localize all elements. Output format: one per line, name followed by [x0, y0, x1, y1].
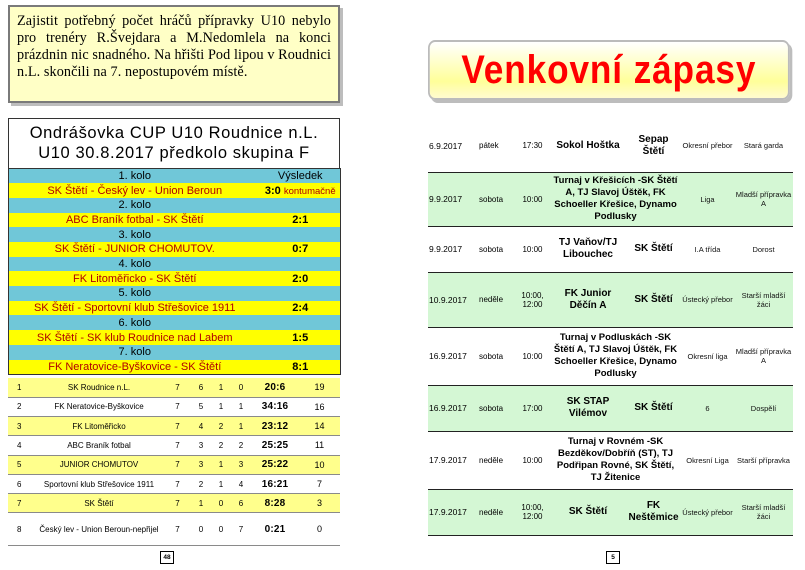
home-cell: FK Junior Děčín A	[550, 272, 626, 327]
cat-cell: Starší mladší žáci	[734, 489, 793, 535]
time-cell: 10:00	[515, 226, 550, 272]
banner-title: Venkovní zápasy	[428, 40, 790, 100]
b-cell: 8:28	[251, 494, 299, 513]
cell-cell: 7	[164, 417, 191, 436]
cup-title-line2: U10 30.8.2017 předkolo skupina F	[38, 144, 310, 162]
cup-title	[8, 118, 340, 168]
cat-cell: Starší přípravka	[734, 431, 793, 489]
date-cell: 9.9.2017	[428, 226, 473, 272]
match-row	[428, 327, 793, 385]
comp-cell: 6	[681, 385, 734, 431]
cell-cell: 2	[231, 436, 251, 455]
pts-cell: 16	[299, 397, 340, 416]
pts-cell: 10	[299, 455, 340, 474]
cat-cell: Dorost	[734, 226, 793, 272]
day-cell: sobota	[473, 385, 515, 431]
cell-cell: 3	[191, 455, 211, 474]
away-cell: SK Štětí	[626, 385, 681, 431]
comp-cell: Okresní liga	[681, 327, 734, 385]
b-cell: 25:25	[251, 436, 299, 455]
round-match: FK Litoměřicko - SK Štětí	[9, 271, 261, 286]
pts-cell: 11	[299, 436, 340, 455]
cell-cell: 7	[164, 474, 191, 493]
date-cell: 16.9.2017	[428, 385, 473, 431]
time-cell: 10:00	[515, 172, 550, 226]
pos-cell: 3	[8, 417, 34, 436]
away-cell: FK Neštěmice	[626, 489, 681, 535]
comp-cell: I.A třída	[681, 226, 734, 272]
team-cell: SK Roudnice n.L.	[34, 378, 164, 397]
time-cell: 10:00, 12:00	[515, 272, 550, 327]
round-match: SK Štětí - JUNIOR CHOMUTOV.	[9, 242, 261, 257]
cell-cell: 1	[231, 417, 251, 436]
match-row	[428, 272, 793, 327]
cell-cell: 1	[231, 397, 251, 416]
round-label: 6. kolo	[9, 315, 261, 330]
standings-row	[8, 474, 340, 493]
round-match: ABC Braník fotbal - SK Štětí	[9, 213, 261, 228]
cell-cell: 7	[164, 494, 191, 513]
result-note: kontumačně	[283, 185, 336, 197]
comp-cell: Okresní Liga	[681, 431, 734, 489]
round-match: SK Štětí - Český lev - Union Beroun	[9, 183, 261, 198]
cell-cell: 1	[191, 494, 211, 513]
pos-cell: 1	[8, 378, 34, 397]
pos-cell: 7	[8, 494, 34, 513]
round-result: 2:1	[261, 213, 341, 228]
time-cell: 10:00	[515, 327, 550, 385]
pts-cell: 19	[299, 378, 340, 397]
team-cell: Sportovní klub Střešovice 1911	[34, 474, 164, 493]
cell-cell: 6	[231, 494, 251, 513]
team-cell: Český lev - Union Beroun-nepřijel	[34, 513, 164, 546]
pts-cell: 14	[299, 417, 340, 436]
b-cell: 20:6	[251, 378, 299, 397]
round-result: 2:4	[261, 301, 341, 316]
match-row	[428, 431, 793, 489]
team-cell: SK Štětí	[34, 494, 164, 513]
pts-cell: 7	[299, 474, 340, 493]
cell-cell: 4	[191, 417, 211, 436]
home-cell: SK Štětí	[550, 489, 626, 535]
b-cell: 34:16	[251, 397, 299, 416]
away-matches-table	[428, 120, 793, 536]
away-cell: SK Štětí	[626, 226, 681, 272]
cell-cell: 0	[191, 513, 211, 546]
comp-cell: Ústecký přebor	[681, 489, 734, 535]
pos-cell: 6	[8, 474, 34, 493]
page-number-right: 5	[606, 551, 620, 564]
day-cell: neděle	[473, 431, 515, 489]
date-cell: 9.9.2017	[428, 172, 473, 226]
team-cell: JUNIOR CHOMUTOV	[34, 455, 164, 474]
cell-cell: 3	[191, 436, 211, 455]
comp-cell: Okresní přebor	[681, 120, 734, 172]
standings-row	[8, 378, 340, 397]
cell-cell: 0	[211, 513, 231, 546]
match-row	[428, 489, 793, 535]
cell-cell: 6	[191, 378, 211, 397]
round-result: 0:7	[261, 242, 341, 257]
cat-cell: Mladší přípravka A	[734, 327, 793, 385]
cell-cell: 4	[231, 474, 251, 493]
away-cell: Sepap Štětí	[626, 120, 681, 172]
b-cell: 0:21	[251, 513, 299, 546]
date-cell: 6.9.2017	[428, 120, 473, 172]
team-cell: ABC Braník fotbal	[34, 436, 164, 455]
cell-cell: 7	[164, 455, 191, 474]
match-row	[428, 385, 793, 431]
pts-cell: 0	[299, 513, 340, 546]
standings-row	[8, 513, 340, 546]
round-result: 1:5	[261, 330, 341, 345]
round-result: 3:0 kontumačně	[261, 183, 341, 198]
cell-cell: 1	[211, 474, 231, 493]
home-cell: SK STAP Vilémov	[550, 385, 626, 431]
time-cell: 10:00, 12:00	[515, 489, 550, 535]
home-cell: TJ Vaňov/TJ Libouchec	[550, 226, 626, 272]
cell-cell: 7	[164, 436, 191, 455]
cat-cell: Stará garda	[734, 120, 793, 172]
round-label: 3. kolo	[9, 227, 261, 242]
round-result: 8:1	[261, 360, 341, 375]
team-cell: FK Litoměřicko	[34, 417, 164, 436]
cell-cell: 7	[164, 397, 191, 416]
team-cell: FK Neratovice-Byškovice	[34, 397, 164, 416]
cell-cell: 1	[211, 455, 231, 474]
cat-cell: Mladší přípravka A	[734, 172, 793, 226]
cell-cell: 7	[164, 378, 191, 397]
match-row	[428, 172, 793, 226]
b-cell: 23:12	[251, 417, 299, 436]
round-label: 5. kolo	[9, 286, 261, 301]
cell-cell: 7	[231, 513, 251, 546]
cup-title-line1: Ondrášovka CUP U10 Roudnice n.L.	[29, 124, 319, 142]
pos-cell: 2	[8, 397, 34, 416]
round-match: SK Štětí - Sportovní klub Střešovice 1911	[9, 301, 261, 316]
standings-row	[8, 436, 340, 455]
standings-row	[8, 455, 340, 474]
match-row	[428, 226, 793, 272]
time-cell: 17:30	[515, 120, 550, 172]
day-cell: neděle	[473, 489, 515, 535]
cell-cell: 7	[164, 513, 191, 546]
home-cell: Turnaj v Křešicích -SK Štětí A, TJ Slavoj Úštěk, FK Schoeller Křešice, Dynamo Podlusky	[550, 172, 681, 226]
date-cell: 17.9.2017	[428, 431, 473, 489]
cell-cell: 2	[211, 417, 231, 436]
pos-cell: 8	[8, 513, 34, 546]
time-cell: 10:00	[515, 431, 550, 489]
standings-row	[8, 494, 340, 513]
day-cell: pátek	[473, 120, 515, 172]
standings-table	[8, 378, 340, 546]
pts-cell: 3	[299, 494, 340, 513]
cat-cell: Dospělí	[734, 385, 793, 431]
match-row	[428, 120, 793, 172]
round-match: SK Štětí - SK klub Roudnice nad Labem	[9, 330, 261, 345]
day-cell: sobota	[473, 226, 515, 272]
cell-cell: 0	[231, 378, 251, 397]
day-cell: neděle	[473, 272, 515, 327]
cell-cell: 1	[211, 378, 231, 397]
round-label: 4. kolo	[9, 257, 261, 272]
round-label: 2. kolo	[9, 198, 261, 213]
round-result: 2:0	[261, 271, 341, 286]
away-cell: SK Štětí	[626, 272, 681, 327]
b-cell: 16:21	[251, 474, 299, 493]
comp-cell: Ústecký přebor	[681, 272, 734, 327]
home-cell: Turnaj v Podluskách -SK Štětí A, TJ Slavoj Úštěk, FK Schoeller Křešice, Dynamo Podlusky	[550, 327, 681, 385]
intro-text: Zajistit potřebný počet hráčů přípravky U10 nebylo pro trenéry R.Švejdara a M.Nedomlela na konci prázdnin nic snadného. Na hřišti Pod lipou v Roudnici n.L. skončili na 7. nepostupovém místě.	[17, 13, 331, 80]
day-cell: sobota	[473, 172, 515, 226]
time-cell: 17:00	[515, 385, 550, 431]
home-cell: Sokol Hoštka	[550, 120, 626, 172]
cell-cell: 2	[191, 474, 211, 493]
date-cell: 16.9.2017	[428, 327, 473, 385]
pos-cell: 5	[8, 455, 34, 474]
round-match: FK Neratovice-Byškovice - SK Štětí	[9, 360, 261, 375]
cell-cell: 5	[191, 397, 211, 416]
home-cell: Turnaj v Rovném -SK Bezděkov/Dobříň (ST), TJ Podřipan Rovné, SK Štětí, TJ Žitenice	[550, 431, 681, 489]
day-cell: sobota	[473, 327, 515, 385]
date-cell: 10.9.2017	[428, 272, 473, 327]
date-cell: 17.9.2017	[428, 489, 473, 535]
cell-cell: 0	[211, 494, 231, 513]
result-header: Výsledek	[261, 169, 341, 184]
round-label: 7. kolo	[9, 345, 261, 360]
cat-cell: Starší mladší žáci	[734, 272, 793, 327]
cell-cell: 1	[211, 397, 231, 416]
page-number-left: 48	[160, 551, 174, 564]
cell-cell: 2	[211, 436, 231, 455]
intro-text-box	[8, 5, 340, 103]
rounds-table	[8, 168, 341, 375]
round-label: 1. kolo	[9, 169, 261, 184]
pos-cell: 4	[8, 436, 34, 455]
standings-row	[8, 417, 340, 436]
b-cell: 25:22	[251, 455, 299, 474]
comp-cell: Liga	[681, 172, 734, 226]
cell-cell: 3	[231, 455, 251, 474]
standings-row	[8, 397, 340, 416]
